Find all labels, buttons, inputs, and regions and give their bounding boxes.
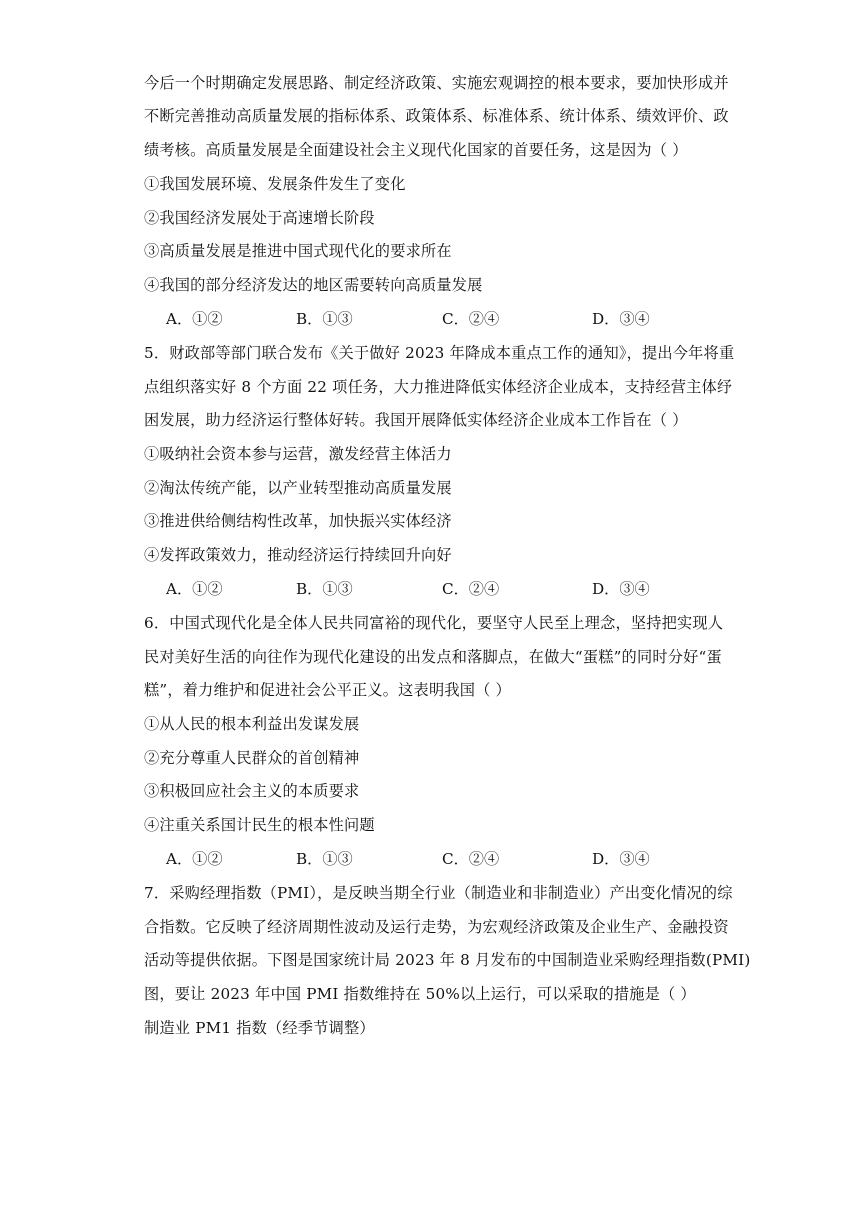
q4-statement-2: ②我国经济发展处于高速增长阶段 [144,209,375,227]
q5-option-b[interactable]: B．①③ [296,580,353,598]
q5-option-c[interactable]: C．②④ [442,580,500,598]
q5-option-a[interactable]: A．①② [166,580,223,598]
q6-option-a[interactable]: A．①② [166,850,223,868]
q7-chart-caption: 制造业 PM1 指数（经季节调整） [144,1019,375,1037]
q6-statement-1: ①从人民的根本利益出发谋发展 [144,715,360,733]
q4-stem-line-1: 今后一个时期确定发展思路、制定经济政策、实施宏观调控的根本要求，要加快形成并 [144,74,729,92]
q6-statement-4: ④注重关系国计民生的根本性问题 [144,816,375,834]
q4-statement-3: ③高质量发展是推进中国式现代化的要求所在 [144,242,452,260]
q4-statement-1: ①我国发展环境、发展条件发生了变化 [144,175,406,193]
q6-stem-line-2: 民对美好生活的向往作为现代化建设的出发点和落脚点，在做大“蛋糕”的同时分好“蛋 [144,648,722,666]
q4-option-a[interactable]: A．①② [166,310,223,328]
q6-option-c[interactable]: C．②④ [442,850,500,868]
q6-statement-3: ③积极回应社会主义的本质要求 [144,782,360,800]
q5-option-d[interactable]: D．③④ [592,580,650,598]
q7-stem-line-1: 7．采购经理指数（PMI），是反映当期全行业（制造业和非制造业）产出变化情况的综 [144,884,733,902]
q5-stem-line-1: 5．财政部等部门联合发布《关于做好 2023 年降成本重点工作的通知》，提出今年将重 [144,344,735,362]
q5-statement-1: ①吸纳社会资本参与运营，激发经营主体活力 [144,445,452,463]
q5-statement-3: ③推进供给侧结构性改革，加快振兴实体经济 [144,512,452,530]
q4-stem-line-2: 不断完善推动高质量发展的指标体系、政策体系、标准体系、统计体系、绩效评价、政 [144,107,729,125]
q6-statement-2: ②充分尊重人民群众的首创精神 [144,749,360,767]
q4-statement-4: ④我国的部分经济发达的地区需要转向高质量发展 [144,276,483,294]
q4-option-c[interactable]: C．②④ [442,310,500,328]
q6-option-b[interactable]: B．①③ [296,850,353,868]
q5-stem-line-2: 点组织落实好 8 个方面 22 项任务，大力推进降低实体经济企业成本，支持经营主体纾 [144,378,733,396]
q6-option-d[interactable]: D．③④ [592,850,650,868]
q6-stem-line-3: 糕”，着力维护和促进社会公平正义。这表明我国（ ） [144,681,511,699]
q5-stem-line-3: 困发展，助力经济运行整体好转。我国开展降低实体经济企业成本工作旨在（ ） [144,411,688,429]
q7-stem-line-2: 合指数。它反映了经济周期性波动及运行走势，为宏观经济政策及企业生产、金融投资 [144,918,729,936]
q6-stem-line-1: 6．中国式现代化是全体人民共同富裕的现代化，要坚守人民至上理念，坚持把实现人 [144,614,724,632]
q4-option-b[interactable]: B．①③ [296,310,353,328]
q4-stem-line-3: 绩考核。高质量发展是全面建设社会主义现代化国家的首要任务，这是因为（ ） [144,141,688,159]
q5-statement-4: ④发挥政策效力，推动经济运行持续回升向好 [144,546,452,564]
q5-statement-2: ②淘汰传统产能，以产业转型推动高质量发展 [144,479,452,497]
q7-stem-line-4: 图，要让 2023 年中国 PMI 指数维持在 50%以上运行，可以采取的措施是（ ） [144,985,696,1003]
q7-stem-line-3: 活动等提供依据。下图是国家统计局 2023 年 8 月发布的中国制造业采购经理指数(PMI) [144,951,751,969]
q4-option-d[interactable]: D．③④ [592,310,650,328]
